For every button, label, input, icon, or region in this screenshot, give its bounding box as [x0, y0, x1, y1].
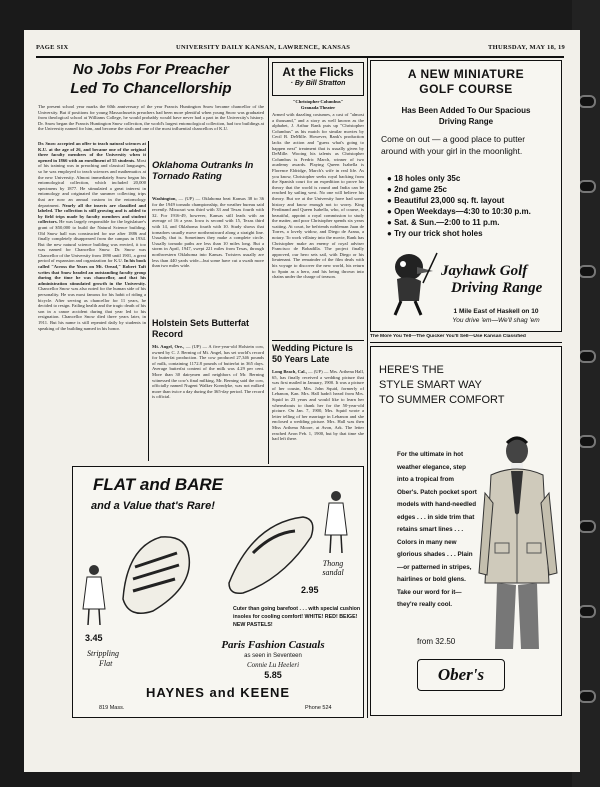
woman-figure-illustration [79, 563, 109, 627]
obers-logo: Ober's [417, 659, 505, 691]
golf-location: 1 Mile East of Haskell on 10 You drive 'em—We'll shag 'em [452, 308, 540, 324]
store-address: 819 Mass. [99, 705, 125, 711]
golf-feature: ● Sat. & Sun.—2:00 to 11 p.m. [387, 218, 500, 227]
store-phone: Phone 524 [305, 705, 332, 711]
woman-figure-illustration [321, 489, 351, 555]
binder-ring [578, 265, 596, 278]
binder-ring [578, 520, 596, 533]
paper-name: UNIVERSITY DAILY KANSAN, LAWRENCE, KANSAS [176, 44, 351, 51]
binder-ring [578, 350, 596, 363]
golf-title: A NEW MINIATURE GOLF COURSE [407, 67, 525, 96]
paris-fashion-brand: Paris Fashion Casuals [221, 639, 325, 651]
strip-rule [370, 342, 562, 343]
binder-ring [578, 690, 596, 703]
obers-ad [370, 346, 562, 716]
golf-feature-list [387, 173, 559, 239]
golf-subtitle: Has Been Added To Our Spacious Driving Range [401, 106, 531, 126]
flicks-headline-box: At the Flicks · By Bill Stratton [272, 62, 364, 96]
binder-ring [578, 435, 596, 448]
masthead [36, 42, 566, 56]
binder-ring [578, 605, 596, 618]
thong-sandal-price: 2.95 [301, 585, 319, 595]
strippling-flat-shoe-illustration [113, 527, 203, 617]
classified-strip: The More You Tell—The Quicker You'll Sell—Use Kansan Classified [370, 334, 526, 339]
binder-ring [578, 180, 596, 193]
page-number: PAGE SIX [36, 44, 69, 51]
shoe-cushion-copy: Cuter than going barefoot . . . with special cushion insoles for cooling comfort! WHITE! RED! BEIGE! NEW PASTELS! [233, 606, 361, 628]
column-rule [148, 141, 149, 461]
golf-feature: ● Try our trick shot holes [387, 229, 483, 238]
golf-pitch: Come on out — a good place to putter around with your girl in the moonlight. [381, 134, 526, 156]
man-in-suit-illustration [475, 433, 561, 653]
flicks-subhead: "Christopher Columbus" Granada Theater [292, 99, 344, 110]
flicks-byline: · By Bill Stratton [290, 80, 346, 87]
connie-lu-label: Connie Lu Heeleri [246, 661, 300, 669]
golf-feature: ● 2nd game 25c [387, 185, 447, 194]
connie-lu-price: 5.85 [264, 670, 282, 680]
strippling-flat-price: 3.45 [85, 633, 103, 643]
haynes-keene-shoe-ad [72, 466, 364, 718]
story-preacher-column-1: Dr. Snow accepted an offer to teach natural sciences at K.U. at the age of 26, and became one of the original three faculty members of the University when it opened in 1866 with an enrollment of 55 students. Most of his training was in preaching and classical languages, so he was employed to teach sciences and mathematics at the new University. Almost immediately Snow began his entomological collection, which included 20,000 specimens by 1877. He stimulated a great interest in entomology and originated the summer collecting trips that are now an annual custom in the entomology department. Nearly all the insects are classified and labeled. The collection is still growing and is added to by field trips made by faculty members and student collectors. He was largely responsible for the legislature's grant of $50,000 to build the Natural Science building. Old Snow hall was constructed for use after 1886 and finally completely disappeared from the campus in 1934. But the new natural science building was erected, it too was named for Chancellor Snow. Dr. Snow was Chancellor of the University from 1890 until 1901, a great period of expansion and organization for K.U. In his book called "Across the Years on Mt. Oread," Robert Taft writes that Snow headed an outstanding faculty group during the time he was chancellor, and that his administration stimulated growth in the University. Chancellor Snow was also noted for the human side of his personality. He was most famous for his habit of riding a bicycle. After serving as chancellor for 11 years, he decided to resign. Failing health and the tragic death of his son in a canoe accident during that year led to his resignation. Chancellor Snow died three years later, in 1911. But his name is still repeated daily by students in speaking of the building named in his honor. [38, 141, 146, 331]
golf-feature: ● Open Weekdays—4:30 to 10:30 p.m. [387, 207, 531, 216]
flicks-body: Armed with dazzling costumes, a cast of "almost a thousand," and a story as well known as the alphabet, J. Arthur Rank puts up "Christopher Columbus" as his match for similar movies by Cecil B. DeMille. However, Rank's production lacks the action and "guess what's going to happen next" treatment that is usually given by DeMille. Wooing his talents as Christopher Columbus is Fredric March, winner of two academy awards. Playing Queen Isabella is Florence Eldridge, March's wife in real life. As you know, Christopher seeks royal backing from the Spanish court for an expedition to prove his theory that the world is round and India can be reached by sailing west. No one will believe his theory. But we at the University have had some history and know enough not to worry. King Ferdinand and Queen Isabella, who, of course, is beautiful, appoint a royal commission to study the matter, and poor Christopher spends six years waiting. At court, he befriends nobleman Juan de Torres, a lovely widow, and Diego de Arana, a notary. To work villainy into the movie, Rank has Christopher make an enemy of royal adviser Francisco de Bobadilla. The project finally approved, our hero sets sail, with Diego or his lieutenant. The remainder of the film deals with his voyage to discover the new world, his return to Spain as a hero, and his being thrown into chains under the charge of treason. [272, 112, 364, 280]
golf-feature: ● 18 holes only 35c [387, 174, 461, 183]
story-holstein-headline: Holstein Sets Butterfat Record [152, 318, 250, 339]
shoe-headline: FLAT and BARE [93, 475, 224, 494]
thong-sandal-label: Thong sandal [322, 559, 344, 577]
column-rule [367, 58, 368, 718]
story-oklahoma-headline: Oklahoma Outranks In Tornado Rating [152, 160, 254, 182]
story-oklahoma-body: Washington, — (UP) — Oklahoma beat Kansas 38 to 36 for the 1949 tornado championship, the weather bureau said recently. Missouri was third with 33 and Texas fourth with 32. For 1916-49, however, Kansas still leads with an average of 16 a year. Iowa is second with 15, Texas third with 14, and Oklahoma fourth with 10. Study shows that tornadoes usually move northeastward along a straight line. Usually, that is. Sometimes they make a complete circle. Usually tornado paths are less than 10 miles long. But a storm in April, 1947, swept 221 miles from Texas, through northwestern Oklahoma into Kansas. Twisters usually are less than 440 yards wide—but some have cut a swath more than two miles wide. [152, 196, 264, 269]
story-holstein-body: Mt. Angel, Ore., — (UP) — A five-year-old Holstein cow, owned by C. J. Berning of Mt. Angel, has set world's record for butterfat production. The cow produced 27,346 pounds of milk, containing 1172.8 pounds of butterfat in 365 days. Average butterfat content of the milk was 4.29 per cent. More than 30 dairymen and neighbors of Mr. Berning witnessed the cow's final milking, Mr. Berning said the cow, officially named Nugent Walker Korndyke, was not milked more than twice a day during the 365-day period. The record is official. [152, 344, 264, 400]
seen-in-seventeen: as seen in Seventeen [244, 653, 302, 659]
strippling-flat-label: Strippling Flat [87, 649, 120, 668]
binder-ring [578, 95, 596, 108]
story-preacher-headline: No Jobs For Preacher Led To Chancellorship [70, 61, 232, 97]
story-wedding-body: Long Beach, Cal., — (UP) — Mrs. Arthena Hall, 65, has finally received a wedding picture that was first mailed in January, 1900. It was a picture of her cousin, Mrs. John Squid, formerly of Lebanon, Kan. Mrs. Hall hadn't heard from Mrs. Squid in 23 years and would like to learn her whereabouts to thank her for the 50-year-old picture. On Jan. 7, 1900, Mrs. Squid wrote a letter telling of her marriage in Lebanon and she enclosed a wedding picture. Mrs. Hall was then Miss Arthena Moore, at Avon, Ark. The letter reached Avon Feb. 1, 1900, but by that time she had left there. [272, 369, 364, 442]
obers-copy: For the ultimate in hot weather elegance, step into a tropical from Ober's. Patch pocket sport models with hand-needled edges . . . in side trim that retains smart lines . . . Colors in many new glorious shades . . . Plain—or patterned in stripes, hairlines or bold glens. Take our word for it—they're really cool. [397, 451, 477, 608]
golf-brand: Jayhawk Golf Driving Range [441, 263, 543, 296]
store-name: HAYNES and KEENE [145, 685, 291, 700]
issue-date: THURSDAY, MAY 18, 19 [488, 44, 566, 51]
golf-feature: ● Beautiful 23,000 sq. ft. layout [387, 196, 505, 205]
golf-course-ad [370, 60, 562, 332]
story-separator [272, 340, 364, 341]
masthead-rule [36, 56, 564, 58]
column-rule [268, 58, 269, 464]
jayhawk-golfer-illustration [379, 245, 439, 319]
shoe-subheadline: and a Value that's Rare! [91, 500, 215, 512]
story-wedding-headline: Wedding Picture Is 50 Years Late [272, 343, 353, 364]
obers-headline: HERE'S THE STYLE SMART WAY TO SUMMER COMFORT [379, 364, 505, 406]
story-preacher-lead: The present school year marks the 60th anniversary of the year Francis Huntington Snow became chancellor of the University. But if positions for young Massachusetts preachers had been more plentiful when young Snow was graduated from theological school at Williams College, he would probably would have never had a part in the University's history. Dr. Snow began the Francis Huntington Snow collection, the world's largest entomological collection, had two buildings at the University named for him, and become the sixth and one of the most influential chancellors of K.U. [38, 104, 264, 132]
obers-price: from 32.50 [417, 637, 456, 646]
